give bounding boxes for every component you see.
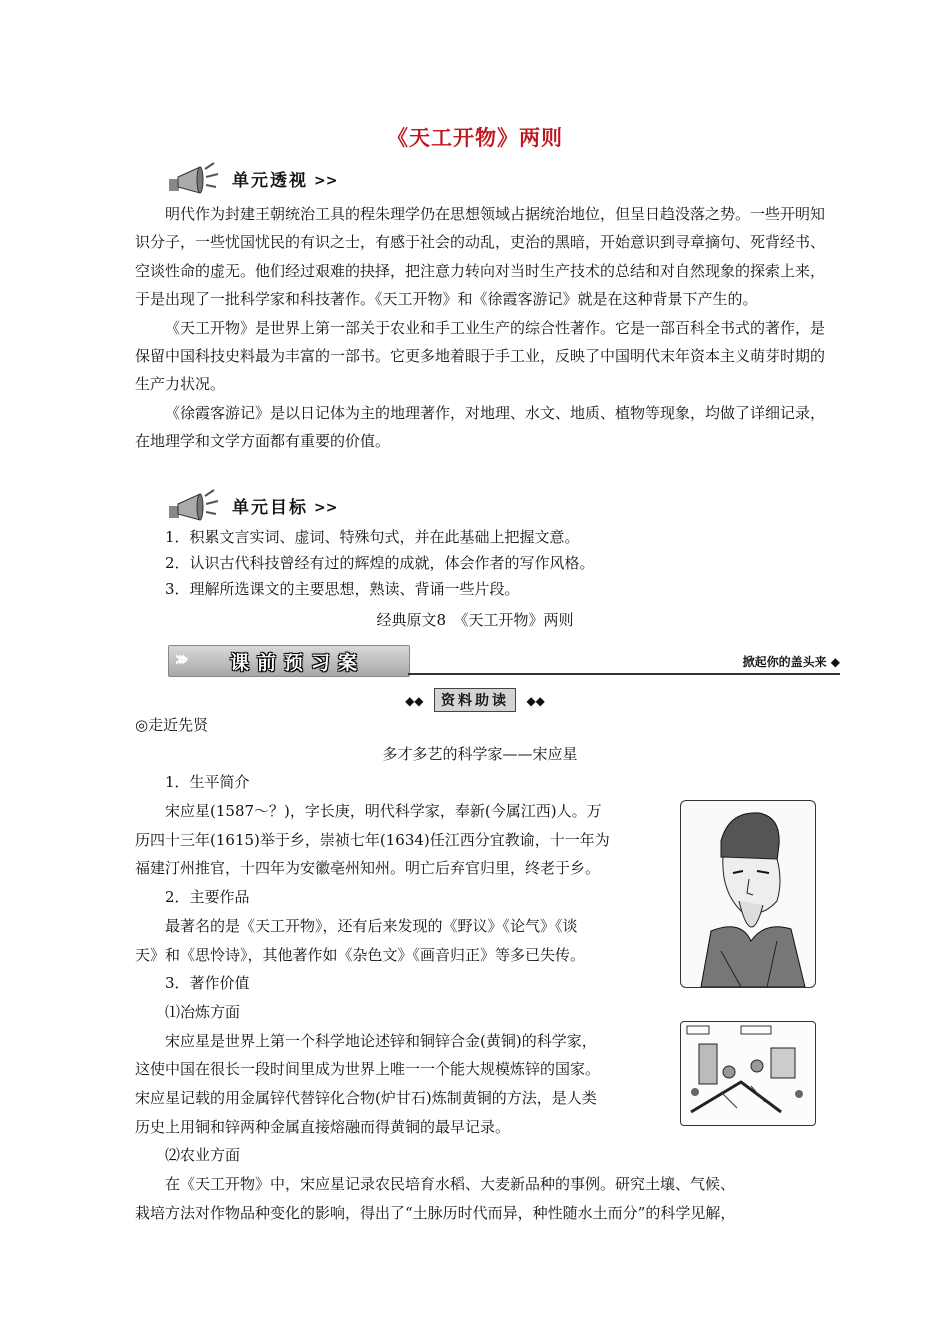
lesson-title: 经典原文8 《天工开物》两则 [376, 611, 574, 629]
banner-right-label: 掀起你的盖头来 [742, 655, 827, 669]
text-line: 宋应星记载的用金属锌代替锌化合物(炉甘石)炼制黄铜的方法，是人类 [135, 1089, 597, 1108]
content-subtitle: 多才多艺的科学家——宋应星 [382, 744, 578, 763]
goals-list [135, 524, 825, 602]
content-heading: 2．主要作品 [165, 888, 250, 907]
paragraph: 《徐霞客游记》是以日记体为主的地理著作，对地理、水文、地质、植物等现象，均做了详细记录，在地理学和文学方面都有重要的价值。 [135, 403, 826, 451]
content-block [135, 711, 825, 797]
content-heading: ⑵农业方面 [165, 1146, 241, 1165]
overview-text [135, 200, 825, 456]
megaphone-icon [168, 161, 224, 195]
text-line: 福建汀州推官，十四年为安徽亳州知州。明亡后弃官归里，终老于乡。 [135, 859, 601, 878]
chevron-right-icon: ››› [174, 647, 184, 672]
section-heading-label: 单元目标 [232, 497, 308, 518]
content-heading: ⑴冶炼方面 [165, 1002, 241, 1021]
double-arrow-icon: >> [314, 173, 338, 189]
preview-banner [168, 645, 840, 677]
diamond-icon: ◆◆ [405, 694, 424, 708]
list-item: 3．理解所选课文的主要思想，熟读、背诵一些片段。 [165, 580, 520, 598]
portrait-image [680, 800, 816, 988]
sub-banner-label: 资料助读 [434, 688, 516, 712]
divider [408, 673, 840, 675]
sub-banner [0, 688, 950, 712]
section-heading-overview [168, 160, 337, 196]
text-line: 历四十三年(1615)举于乡，崇祯七年(1634)任江西分宜教谕，十一年为 [135, 830, 610, 849]
double-arrow-icon: >> [314, 500, 338, 516]
page-title: 《天工开物》两则 [387, 125, 563, 150]
paragraph: 《天工开物》是世界上第一部关于农业和手工业生产的综合性著作。它是一部百科全书式的著作，是保留中国科技史料最为丰富的一部书。它更多地着眼于手工业，反映了中国明代末年资本主义萌芽时期的生产力状况。 [135, 318, 826, 394]
list-item: 1．积累文言实词、虚词、特殊句式，并在此基础上把握文意。 [165, 528, 580, 546]
text-line: 最著名的是《天工开物》，还有后来发现的《野议》《论气》《谈 [165, 916, 578, 935]
text-line: 历史上用铜和锌两种金属直接熔融而得黄铜的最早记录。 [135, 1117, 511, 1136]
text-line: 宋应星是世界上第一个科学地论述锌和铜锌合金(黄铜)的科学家， [165, 1031, 597, 1050]
smelting-illustration [680, 1021, 816, 1126]
banner-right-text [743, 653, 840, 670]
content-heading: 3．著作价值 [165, 974, 250, 993]
text-line: 栽培方法对作物品种变化的影响，得出了“土脉历时代而异，种性随水土而分”的科学见解， [135, 1203, 736, 1222]
text-line: 宋应星(1587～？)，字长庚，明代科学家，奉新(今属江西)人。万 [165, 802, 602, 820]
section-heading-goals [168, 487, 337, 523]
bio-text [135, 797, 655, 1170]
text-line: 在《天工开物》中，宋应星记录农民培育水稻、大麦新品种的事例。研究土壤、气候、 [165, 1175, 736, 1193]
megaphone-icon [168, 488, 224, 522]
content-heading: 1．生平简介 [165, 773, 250, 792]
paragraph: 明代作为封建王朝统治工具的程朱理学仍在思想领域占据统治地位，但呈日趋没落之势。一些开明知识分子，一些忧国忧民的有识之士，有感于社会的动乱，吏治的黑暗，开始意识到寻章摘句、死背经书、空谈性命的虚无。他们经过艰难的抉择，把注意力转向对当时生产技术的总结和对自然现象的探索上来，于是出现了一批科学家和科技著作。《天工开物》和《徐霞客游记》就是在这种背景下产生的。 [135, 205, 826, 309]
intro-label: ◎走近先贤 [135, 716, 209, 734]
agri-text [135, 1170, 825, 1227]
text-line: 天》和《思怜诗》，其他著作如《杂色文》《画音归正》等多已失传。 [135, 945, 586, 964]
diamond-icon: ◆◆ [526, 694, 545, 708]
text-line: 这使中国在很长一段时间里成为世界上唯一一个能大规模炼锌的国家。 [135, 1060, 601, 1079]
banner-label: 课前预习案 [230, 652, 366, 674]
section-heading-label: 单元透视 [232, 170, 308, 191]
list-item: 2．认识古代科技曾经有过的辉煌的成就，体会作者的写作风格。 [165, 554, 595, 572]
diamond-icon: ◆ [830, 655, 840, 669]
